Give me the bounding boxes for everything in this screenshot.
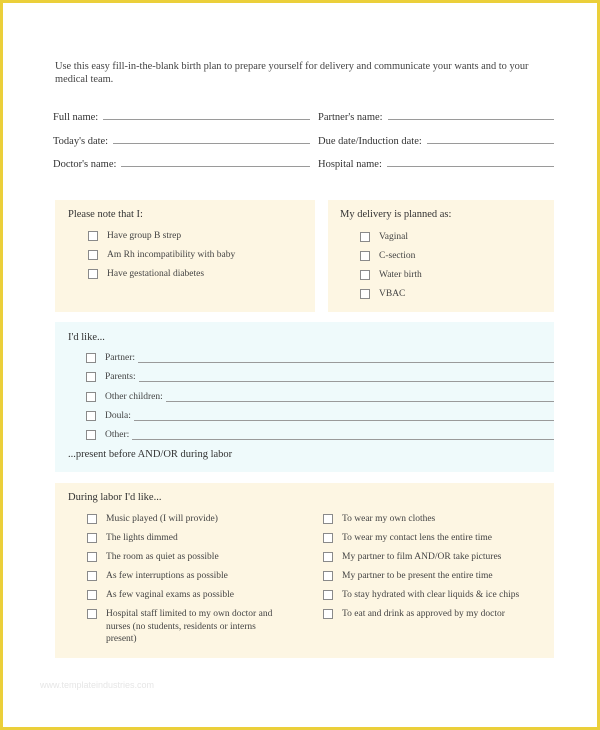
delivery-item-label: C-section bbox=[379, 251, 416, 261]
labor-item[interactable] bbox=[87, 590, 234, 600]
labor-item-label: As few interruptions as possible bbox=[106, 571, 228, 581]
checkbox[interactable] bbox=[323, 514, 333, 524]
like-item-label: Doula: bbox=[105, 411, 131, 421]
like-panel bbox=[55, 322, 554, 472]
labor-item-label: Hospital staff limited to my own doctor and nurses (no students, residents or interns present) bbox=[106, 609, 273, 644]
checkbox[interactable] bbox=[86, 372, 96, 382]
note-item[interactable] bbox=[88, 231, 181, 241]
like-item-line[interactable] bbox=[138, 362, 554, 363]
partner-name-field[interactable] bbox=[318, 112, 554, 123]
labor-item-label: The room as quiet as possible bbox=[106, 552, 219, 562]
due-date-field[interactable] bbox=[318, 136, 554, 147]
labor-item[interactable] bbox=[323, 609, 505, 619]
watermark-text: www.templateindustries.com bbox=[40, 680, 155, 690]
checkbox[interactable] bbox=[360, 251, 370, 261]
delivery-item-label: Water birth bbox=[379, 270, 422, 280]
checkbox[interactable] bbox=[87, 552, 97, 562]
like-item-line[interactable] bbox=[132, 439, 554, 440]
note-item-label: Have group B strep bbox=[107, 231, 182, 241]
hospital-name-field[interactable] bbox=[318, 159, 554, 170]
labor-item-label: Music played (I will provide) bbox=[106, 514, 218, 524]
labor-item-label: The lights dimmed bbox=[106, 533, 178, 543]
like-item[interactable] bbox=[86, 411, 554, 421]
todays-date-line[interactable] bbox=[113, 143, 310, 144]
delivery-item-label: VBAC bbox=[379, 289, 406, 299]
checkbox[interactable] bbox=[360, 270, 370, 280]
full-name-label: Full name: bbox=[53, 112, 99, 123]
checkbox[interactable] bbox=[323, 609, 333, 619]
labor-panel-title: During labor I'd like... bbox=[68, 492, 162, 503]
delivery-item[interactable] bbox=[360, 232, 408, 242]
checkbox[interactable] bbox=[323, 590, 333, 600]
like-item-label: Other: bbox=[105, 430, 130, 440]
like-item[interactable] bbox=[86, 353, 554, 363]
labor-item[interactable] bbox=[87, 533, 178, 543]
labor-item[interactable] bbox=[323, 571, 493, 581]
checkbox[interactable] bbox=[88, 269, 98, 279]
labor-item-label: My partner to film AND/OR take pictures bbox=[342, 552, 502, 562]
labor-item[interactable] bbox=[323, 552, 501, 562]
checkbox[interactable] bbox=[323, 571, 333, 581]
hospital-name-line[interactable] bbox=[387, 166, 554, 167]
labor-item[interactable] bbox=[323, 533, 492, 543]
note-item[interactable] bbox=[88, 269, 204, 279]
like-item[interactable] bbox=[86, 372, 554, 382]
labor-item-label: As few vaginal exams as possible bbox=[106, 590, 234, 600]
partner-name-label: Partner's name: bbox=[318, 112, 383, 123]
checkbox[interactable] bbox=[323, 552, 333, 562]
partner-name-line[interactable] bbox=[388, 119, 554, 120]
note-item-label: Have gestational diabetes bbox=[107, 269, 205, 279]
labor-item[interactable] bbox=[87, 552, 219, 562]
note-panel-title: Please note that I: bbox=[68, 209, 143, 220]
checkbox[interactable] bbox=[86, 392, 96, 402]
labor-item-label: To wear my contact lens the entire time bbox=[342, 533, 492, 543]
hospital-name-label: Hospital name: bbox=[318, 159, 382, 170]
labor-item-label: My partner to be present the entire time bbox=[342, 571, 493, 581]
delivery-item[interactable] bbox=[360, 270, 422, 280]
todays-date-field[interactable] bbox=[53, 136, 310, 147]
checkbox[interactable] bbox=[360, 289, 370, 299]
like-item-label: Parents: bbox=[105, 372, 136, 382]
note-item[interactable] bbox=[88, 250, 235, 260]
due-date-label: Due date/Induction date: bbox=[318, 136, 422, 147]
checkbox[interactable] bbox=[87, 514, 97, 524]
intro-text: Use this easy fill-in-the-blank birth plan to prepare yourself for delivery and communicate your wants and to your medical team. bbox=[55, 61, 529, 85]
labor-panel bbox=[55, 483, 554, 658]
checkbox[interactable] bbox=[87, 533, 97, 543]
like-item-line[interactable] bbox=[166, 401, 554, 402]
delivery-item[interactable] bbox=[360, 251, 415, 261]
note-panel bbox=[55, 200, 315, 312]
doctor-name-field[interactable] bbox=[53, 159, 310, 170]
checkbox[interactable] bbox=[360, 232, 370, 242]
delivery-item[interactable] bbox=[360, 289, 405, 299]
checkbox[interactable] bbox=[87, 571, 97, 581]
labor-item-label: To eat and drink as approved by my doctor bbox=[342, 609, 505, 619]
delivery-item-label: Vaginal bbox=[379, 232, 409, 242]
labor-item-label: To stay hydrated with clear liquids & ice chips bbox=[342, 590, 520, 600]
like-item-line[interactable] bbox=[134, 420, 554, 421]
checkbox[interactable] bbox=[88, 231, 98, 241]
labor-item[interactable] bbox=[87, 608, 283, 646]
like-panel-title: I'd like... bbox=[68, 332, 105, 343]
checkbox[interactable] bbox=[87, 590, 97, 600]
like-item[interactable] bbox=[86, 430, 554, 440]
note-item-label: Am Rh incompatibility with baby bbox=[107, 250, 236, 260]
like-item-label: Partner: bbox=[105, 353, 136, 363]
labor-item[interactable] bbox=[323, 590, 519, 600]
labor-item[interactable] bbox=[87, 514, 218, 524]
like-item-label: Other children: bbox=[105, 392, 163, 402]
checkbox[interactable] bbox=[86, 411, 96, 421]
delivery-panel-title: My delivery is planned as: bbox=[340, 209, 452, 220]
like-item-line[interactable] bbox=[139, 381, 554, 382]
todays-date-label: Today's date: bbox=[53, 136, 109, 147]
checkbox[interactable] bbox=[86, 430, 96, 440]
full-name-field[interactable] bbox=[53, 112, 310, 123]
checkbox[interactable] bbox=[323, 533, 333, 543]
checkbox[interactable] bbox=[88, 250, 98, 260]
labor-item-label: To wear my own clothes bbox=[342, 514, 436, 524]
labor-item[interactable] bbox=[323, 514, 435, 524]
delivery-panel bbox=[328, 200, 554, 312]
full-name-line[interactable] bbox=[103, 119, 310, 120]
checkbox[interactable] bbox=[86, 353, 96, 363]
like-panel-footer: ...present before AND/OR during labor bbox=[68, 449, 233, 460]
like-item[interactable] bbox=[86, 392, 554, 402]
labor-item[interactable] bbox=[87, 571, 228, 581]
doctor-name-label: Doctor's name: bbox=[53, 159, 117, 170]
due-date-line[interactable] bbox=[427, 143, 554, 144]
doctor-name-line[interactable] bbox=[121, 166, 310, 167]
checkbox[interactable] bbox=[87, 609, 97, 619]
